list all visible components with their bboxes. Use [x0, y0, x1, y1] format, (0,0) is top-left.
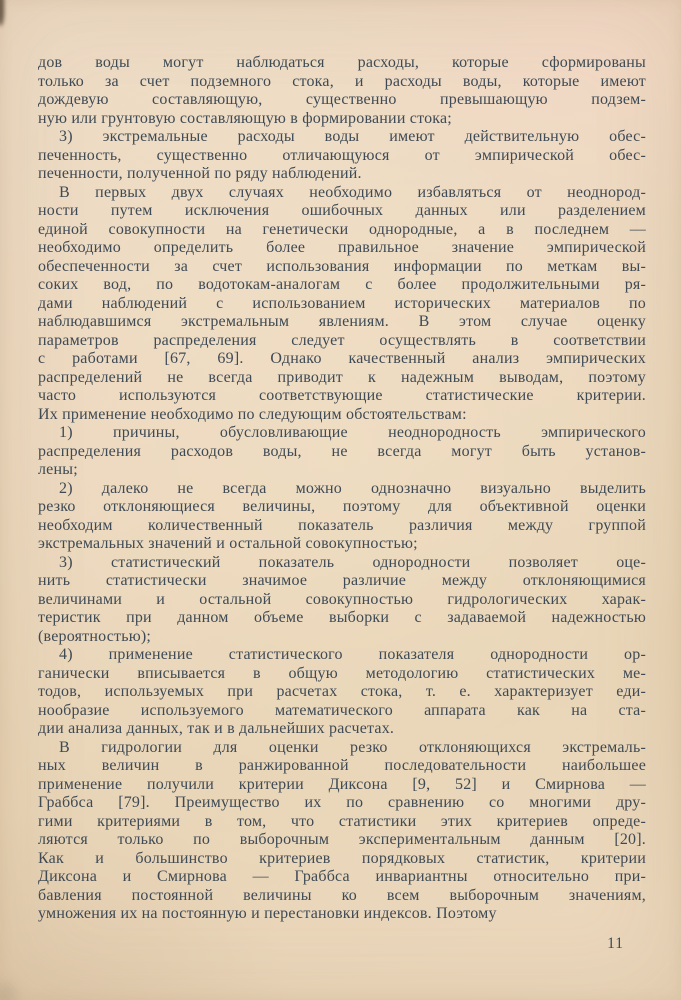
text-line: распределений не всегда приводит к надежным выводам, поэтому	[38, 368, 646, 386]
text-line: дов воды могут наблюдаться расходы, которые сформированы	[38, 54, 646, 71]
text-line: ляются только по выборочным экспериментальным данным [20].	[38, 831, 646, 848]
text-line: Граббса [79]. Преимущество их по сравнению со многими дру-	[38, 794, 646, 811]
text-line: ную или грунтовую составляющую в формировании стока;	[38, 109, 452, 127]
text-line: дами наблюдений с использованием исторических материалов по	[38, 294, 646, 312]
text-line: тодов, используемых при расчетах стока, т. е. характеризует еди-	[38, 683, 646, 700]
text-line: В первых двух случаях необходимо избавляться от неоднород-	[59, 183, 646, 201]
text-line: печенности, полученной по ряду наблюдений.	[38, 165, 362, 182]
text-line: ганически вписывается в общую методологию статистических ме-	[38, 664, 646, 682]
paragraph	[38, 554, 646, 647]
text-line: 2) далеко не всегда можно однозначно визуально выделить	[59, 479, 646, 497]
text-line: применение получили критерии Диксона [9, 52] и Смирнова —	[38, 775, 646, 793]
text-line: ных величин в ранжированной последовательности наибольшее	[38, 757, 646, 774]
text-line: лены;	[38, 461, 78, 478]
text-line: параметров распределения следует осуществлять в соответствии	[38, 331, 646, 349]
paragraph	[38, 54, 646, 128]
text-line: соких вод, по водотокам-аналогам с более продолжительными ря-	[38, 276, 646, 293]
text-line: умножения их на постоянную и перестановки индексов. Поэтому	[38, 905, 497, 922]
text-line: гими критериями в том, что статистики этих критериев опреде-	[38, 812, 646, 830]
text-line: Как и большинство критериев порядковых статистик, критерии	[38, 849, 646, 867]
paragraph	[38, 184, 646, 425]
text-line: дождевую составляющую, существенно превышающую подзем-	[38, 91, 646, 108]
text-line: 3) экстремальные расходы воды имеют действительную обес-	[59, 128, 646, 145]
page-text	[38, 54, 646, 924]
text-line: единой совокупности на генетически однородные, а в последнем —	[38, 220, 646, 238]
page-number: 11	[607, 935, 624, 952]
paragraph	[38, 128, 646, 184]
text-line: величинами и остальной совокупностью гидрологических харак-	[38, 590, 646, 608]
text-line: Диксона и Смирнова — Граббса инвариантны относительно при-	[38, 868, 646, 885]
text-line: бавления постоянной величины ко всем выборочным значениям,	[38, 886, 646, 904]
text-line: нообразие используемого математического аппарата как на ста-	[38, 701, 646, 719]
text-line: наблюдавшимся экстремальным явлениям. В этом случае оценку	[38, 313, 646, 330]
text-line: 4) применение статистического показателя однородности ор-	[59, 646, 646, 663]
text-line: только за счет подземного стока, и расходы воды, которые имеют	[38, 72, 646, 90]
text-line: распределения расходов воды, не всегда могут быть установ-	[38, 442, 646, 460]
scan-smudge	[0, 982, 16, 1000]
text-line: необходимо определить более правильное значение эмпирической	[38, 239, 646, 256]
text-line: часто используются соответствующие статистические критерии.	[38, 387, 646, 404]
text-line: ности путем исключения ошибочных данных или разделением	[38, 202, 646, 219]
text-line: с работами [67, 69]. Однако качественный анализ эмпирических	[38, 350, 646, 367]
text-line: нить статистически значимое различие между отклоняющимися	[38, 572, 646, 589]
text-line: дии анализа данных, так и в дальнейших расчетах.	[38, 720, 395, 737]
text-line: В гидрологии для оценки резко отклоняющихся экстремаль-	[59, 738, 646, 756]
paragraph	[38, 739, 646, 924]
text-line: Их применение необходимо по следующим обстоятельствам:	[38, 405, 467, 423]
text-line: экстремальных значений и остальной совокупностью;	[38, 535, 418, 552]
text-line: теристик при данном объеме выборки с задаваемой надежностью	[38, 609, 646, 626]
text-line: резко отклоняющиеся величины, поэтому для объективной оценки	[38, 498, 646, 515]
text-line: обеспеченности за счет использования информации по меткам вы-	[38, 257, 646, 275]
paragraph	[38, 646, 646, 739]
text-line: 3) статистический показатель однородности позволяет оце-	[59, 553, 646, 571]
text-line: 1) причины, обусловливающие неоднородность эмпирического	[59, 424, 646, 441]
paragraph	[38, 480, 646, 554]
paragraph	[38, 424, 646, 480]
text-line: (вероятностью);	[38, 627, 152, 645]
scan-edge-artifact	[0, 0, 4, 26]
text-line: необходим количественный показатель различия между группой	[38, 516, 646, 534]
text-line: печенность, существенно отличающуюся от эмпирической обес-	[38, 146, 646, 164]
